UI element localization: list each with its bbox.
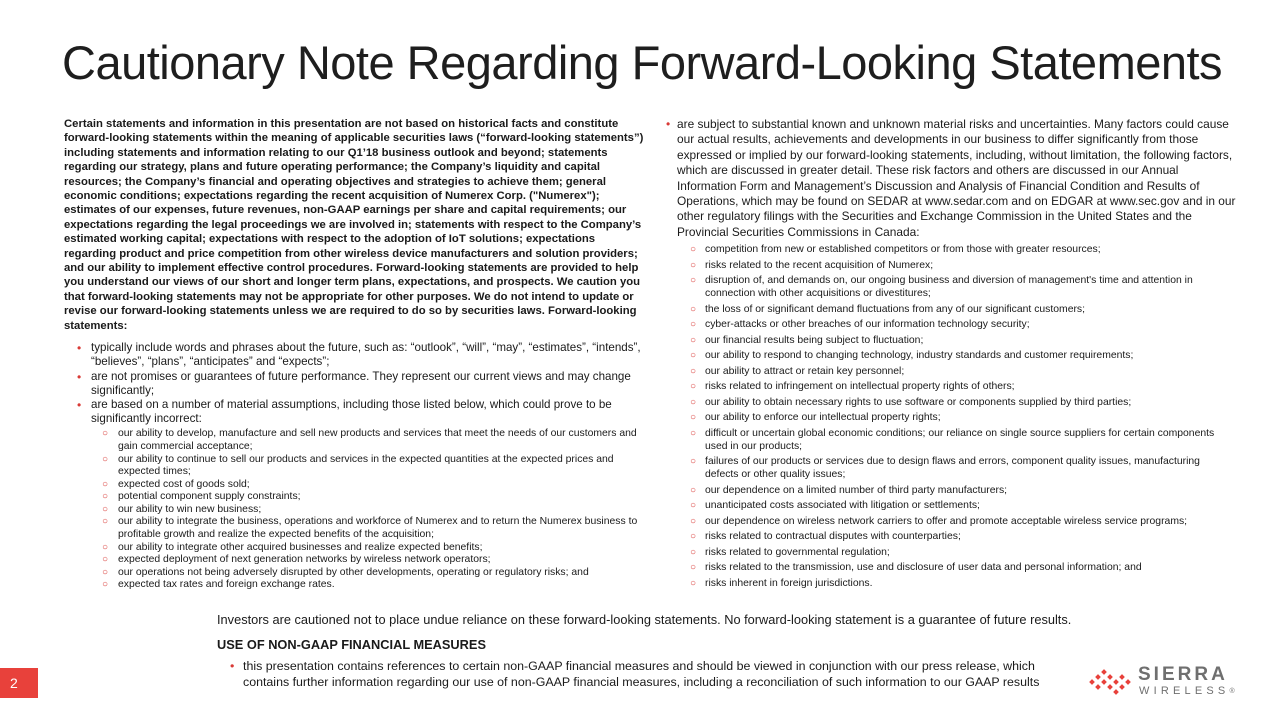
- gaap-heading: USE OF NON-GAAP FINANCIAL MEASURES: [217, 637, 486, 652]
- caution-statement: Investors are cautioned not to place undue reliance on these forward-looking statements. No forward-looking statement is a guarantee of future results.: [217, 612, 1072, 627]
- circle-bullet-icon: ○: [690, 546, 697, 558]
- risk-item: ○ our ability to obtain necessary rights to use software or components supplied by third parties;: [690, 396, 1132, 408]
- risk-item: ○ our ability to enforce our intellectual property rights;: [690, 412, 941, 424]
- circle-bullet-icon: ○: [102, 541, 109, 553]
- circle-bullet-icon: ○: [690, 577, 697, 589]
- risk-item: ○ risks related to contractual disputes with counterparties;: [690, 531, 961, 543]
- registered-mark: ®: [1229, 688, 1235, 695]
- circle-bullet-icon: ○: [690, 531, 697, 543]
- circle-bullet-icon: ○: [102, 503, 109, 515]
- risk-item: ○ our dependence on a limited number of third party manufacturers;: [690, 484, 1008, 496]
- assumption-item: ○ potential component supply constraints;: [102, 491, 301, 503]
- circle-bullet-icon: ○: [690, 381, 697, 393]
- bullet-icon: •: [230, 659, 235, 673]
- risk-item: ○ unanticipated costs associated with litigation or settlements;: [690, 500, 980, 512]
- circle-bullet-icon: ○: [690, 350, 697, 362]
- assumption-item: ○ our ability to integrate other acquired businesses and realize expected benefits;: [102, 541, 483, 553]
- circle-bullet-icon: ○: [690, 244, 697, 256]
- left-column: [64, 117, 644, 592]
- circle-bullet-icon: ○: [690, 334, 697, 346]
- risk-item: ○ risks related to the recent acquisition of Numerex;: [690, 259, 934, 271]
- risk-item: ○ our financial results being subject to fluctuation;: [690, 334, 924, 346]
- bullet-icon: •: [77, 397, 82, 412]
- circle-bullet-icon: ○: [690, 319, 697, 331]
- risk-item: ○ failures of our products or services due to design flaws and errors, component quality issues, manufacturing defects or other quality issues;: [690, 456, 1200, 481]
- circle-bullet-icon: ○: [102, 566, 109, 578]
- list-item: • are subject to substantial known and unknown material risks and uncertainties. Many factors could cause our actual results, achievements and developments in our business to differ significantly from those expressed or implied by our forward-looking statements, including, without limitation, the following factors, which are discussed in greater detail. These risk factors and others are discussed in our Annual Information Form and Management’s Discussion and Analysis of Financial Condition and Results of Operations, which may be found on SEDAR at www.sedar.com and on EDGAR at www.sec.gov and in our other regulatory filings with the Securities and Exchange Commission in the United States and the Provincial Securities Commissions in Canada:: [666, 117, 1236, 239]
- assumption-item: ○ our ability to develop, manufacture and sell new products and services that meet the needs of our customers and gain commercial acceptance;: [102, 428, 637, 452]
- risk-item: ○ cyber-attacks or other breaches of our information technology security;: [690, 319, 1030, 331]
- circle-bullet-icon: ○: [690, 275, 697, 287]
- circle-bullet-icon: ○: [102, 516, 109, 528]
- list-item: • are based on a number of material assumptions, including those listed below, which could prove to be significantly incorrect:: [77, 397, 612, 426]
- circle-bullet-icon: ○: [102, 428, 109, 440]
- circle-bullet-icon: ○: [690, 303, 697, 315]
- risk-item: ○ the loss of or significant demand fluctuations from any of our significant customers;: [690, 303, 1086, 315]
- circle-bullet-icon: ○: [690, 365, 697, 377]
- circle-bullet-icon: ○: [102, 554, 109, 566]
- circle-bullet-icon: ○: [690, 500, 697, 512]
- risk-item: ○ competition from new or established competitors or from those with greater resources;: [690, 244, 1101, 256]
- circle-bullet-icon: ○: [102, 491, 109, 503]
- list-item: • are not promises or guarantees of future performance. They represent our current views and may change significantly;: [77, 369, 631, 397]
- right-column: [666, 117, 1236, 592]
- page-title: Cautionary Note Regarding Forward-Looking Statements: [62, 36, 1223, 89]
- logo-wordmark-sierra: SIERRA: [1138, 664, 1228, 685]
- assumption-item: ○ our operations not being adversely disrupted by other developments, operating or regulatory risks; and: [102, 566, 589, 578]
- risk-item: ○ our ability to attract or retain key personnel;: [690, 365, 905, 377]
- risk-item: ○ risks related to infringement on intellectual property rights of others;: [690, 381, 1015, 393]
- company-logo: [1088, 664, 1238, 700]
- risk-item: ○ disruption of, and demands on, our ongoing business and diversion of management's time and attention in connection with other acquisitions or divestitures;: [690, 275, 1193, 300]
- sierra-wireless-logo-icon: [1088, 668, 1134, 696]
- bullet-icon: •: [666, 117, 671, 131]
- risk-item: ○ difficult or uncertain global economic conditions; our reliance on single source suppliers for certain components used in our products;: [690, 427, 1215, 452]
- assumption-item: ○ our ability to integrate the business, operations and workforce of Numerex and to return the Numerex business to profitable growth and realize the expected benefits of the acquisition;: [102, 516, 638, 541]
- circle-bullet-icon: ○: [690, 562, 697, 574]
- assumption-item: ○ expected tax rates and foreign exchange rates.: [102, 579, 335, 591]
- intro-paragraph: Certain statements and information in this presentation are not based on historical facts and constitute forward-looking statements within the meaning of applicable securities laws (“forward-looking statements”) including statements and information relating to our Q1’18 business outlook and beyond; statements regarding our strategy, plans and future operating performance; the Company’s liquidity and capital resources; the Company’s financial and operating objectives and strategies to achieve them; general economic conditions; expectations regarding the recent acquisition of Numerex Corp. ("Numerex"); estimates of our expenses, future revenues, non-GAAP earnings per share and capital requirements; our expectations regarding the legal proceedings we are involved in; statements with respect to the Company’s estimated working capital; expectations with respect to the adoption of IoT solutions; expectations regarding product and price competition from other wireless device manufacturers and solution providers; and our ability to implement effective control procedures. Forward-looking statements are provided to help you understand our views of our short and longer term plans, expectations, and prospects. We caution you that forward-looking statements may not be appropriate for other purposes. We do not intend to update or revise our forward-looking statements unless we are required to do so by securities laws. Forward-looking statements:: [64, 118, 644, 332]
- gaap-bullet: • this presentation contains references to certain non-GAAP financial measures and should be viewed in conjunction with our press release, which contains further information regarding our use of non-GAAP financial measures, including a reconciliation of such information to our GAAP results: [230, 659, 1040, 689]
- circle-bullet-icon: ○: [690, 484, 697, 496]
- risk-item: ○ our ability to respond to changing technology, industry standards and customer requirements;: [690, 350, 1134, 362]
- bullet-icon: •: [77, 369, 82, 384]
- risk-item: ○ risks related to governmental regulation;: [690, 546, 890, 558]
- logo-wordmark-wireless: WIRELESS®: [1139, 685, 1235, 697]
- risk-item: ○ risks inherent in foreign jurisdictions.: [690, 577, 873, 589]
- page-number: 2: [0, 668, 38, 698]
- bullet-icon: •: [77, 341, 82, 356]
- circle-bullet-icon: ○: [690, 427, 697, 439]
- circle-bullet-icon: ○: [102, 579, 109, 591]
- risk-item: ○ risks related to the transmission, use and disclosure of user data and personal information; and: [690, 562, 1142, 574]
- circle-bullet-icon: ○: [102, 478, 109, 490]
- circle-bullet-icon: ○: [690, 396, 697, 408]
- assumption-item: ○ our ability to continue to sell our products and services in the expected quantities at the expected prices and expected times;: [102, 453, 614, 478]
- circle-bullet-icon: ○: [690, 456, 697, 468]
- circle-bullet-icon: ○: [690, 412, 697, 424]
- circle-bullet-icon: ○: [690, 259, 697, 271]
- assumption-item: ○ expected cost of goods sold;: [102, 478, 250, 490]
- list-item: • typically include words and phrases about the future, such as: “outlook”, “will”, “may”, “estimates”, “intends”, “believes”, “plans”, “anticipates” and “expects”;: [77, 341, 641, 369]
- risk-item: ○ our dependence on wireless network carriers to offer and promote acceptable wireless service programs;: [690, 515, 1188, 527]
- assumption-item: ○ expected deployment of next generation networks by wireless network operators;: [102, 554, 491, 566]
- assumption-item: ○ our ability to win new business;: [102, 503, 262, 515]
- circle-bullet-icon: ○: [102, 453, 109, 465]
- circle-bullet-icon: ○: [690, 515, 697, 527]
